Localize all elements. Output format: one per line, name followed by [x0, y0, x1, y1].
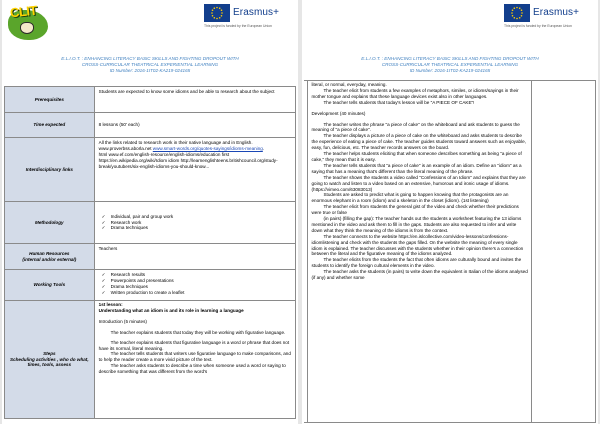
list-item: ✓ Research results	[99, 272, 291, 278]
list-item: ✓ Drama techniques	[99, 225, 291, 231]
human-resources-text: Teachers	[94, 244, 295, 270]
steps-text	[94, 301, 295, 419]
lesson-plan-table	[4, 86, 296, 419]
erasmus-wordmark: Erasmus+	[533, 7, 580, 18]
time-expected-label: Time expected	[5, 113, 95, 138]
list-item: ✓ Individual, pair and group work	[99, 214, 291, 220]
steps-paragraph: The teacher writes the phrase "a piece of cake" on the whiteboard and ask students to guess the meaning of "a piece of cake".	[311, 121, 520, 133]
interdisciplinary-rest: html www.ef.com/english-resource/english-idioms/education first https://en.wikipedia.org/wiki/Idiom idiom http://learnenglishteens.britishcouncil.org/study-break/youtubers/six-english-idioms-you-should-know...	[98, 151, 278, 169]
list-item: ✓ Research work	[99, 220, 291, 226]
row-steps-continued	[304, 81, 596, 423]
erasmus-caption: This project is funded by the European Union	[204, 24, 272, 28]
row-methodology	[5, 202, 296, 244]
working-tools-list	[94, 270, 295, 301]
interdisciplinary-intro: All the links related to research work in their native language and in English.	[98, 140, 253, 145]
interdisciplinary-text	[94, 138, 295, 202]
erasmus-logo	[504, 4, 596, 34]
intro-time: Introduction (5 minutes)	[98, 318, 147, 324]
list-item: ✓ Written production to create a leaflet	[99, 290, 291, 296]
row-working-tools	[5, 270, 296, 301]
clit-logo	[8, 2, 50, 42]
human-resources-label	[5, 244, 95, 270]
project-id-line: ID Number: 2016-1IT02-KA219-024165	[109, 68, 191, 73]
list-item: ✓ Powerpoints and presentations	[99, 278, 291, 284]
eu-flag-icon	[204, 4, 230, 22]
row-steps	[5, 301, 296, 419]
steps-paragraph: The teacher tells students that writers use figurative language to make comparisons, and to help the reader create a more vivid picture of the text.	[98, 351, 291, 363]
steps-paragraph: The teacher shows the students a video called "Confessions of an Idiom" and explains that they are going to watch and listen to a video based on an extensive, humorous and ironic usage of idioms. (https://vimeo.com/63083013)	[311, 174, 526, 192]
list-item: ✓ Drama techniques	[99, 284, 291, 290]
steps-label	[5, 301, 95, 419]
steps-paragraph: The teacher elicits from the students the fact that often idioms are culturally bound and invites the students to identify the foreign cultural elements in the video.	[311, 257, 522, 269]
document-page-left	[2, 0, 298, 424]
project-title-line-2: CROSS-CURRICULAR THEATRICAL EXPERIENTIAL LEARNING	[81, 62, 219, 67]
steps-paragraph: The teacher tells students that today's lesson will be "A PIECE OF CAKE"!	[323, 99, 475, 105]
steps-paragraph: The teacher helps students eliciting that when someone describes something as being "a piece of cake," they mean that it is easy.	[311, 151, 522, 162]
steps-paragraph: The teacher asks students to describe a time when someone used a word or saying to describe something that was different from the word's	[98, 363, 286, 375]
link-prefix: www.proverbss.aborla.net	[98, 145, 153, 151]
steps-paragraph: The teacher explains students that today they will be working with figurative language.	[110, 329, 286, 335]
steps-paragraph: The teacher asks the students (in pairs) to write down the equivalent in Italian of the idioms analysed (if any) and whether some	[311, 269, 528, 281]
erasmus-caption: This project is funded by the European Union	[504, 24, 572, 28]
steps-paragraph: The teacher displays a picture of a piece of cake on the whiteboard and asks students to describe the experience of eating a piece of cake. The teacher guides students toward answers such as enjoyable, easy, fun, delicious, etc. The teacher records answers on the board.	[311, 133, 526, 151]
time-expected-text: 8 lessons (50' each)	[94, 113, 295, 138]
working-tools-label: Working Tools	[5, 270, 95, 301]
right-empty-cell	[532, 81, 596, 423]
steps-label-line-2: Scheduling activities , who do what, times, tools, assess	[10, 356, 89, 368]
methodology-list	[94, 202, 295, 244]
steps-continued-text	[308, 81, 532, 423]
row-prerequisites	[5, 87, 296, 113]
row-human-resources	[5, 244, 296, 270]
smart-words-link[interactable]: www.smart-words.org/quotes-sayings/idioms-meaning	[152, 145, 263, 151]
lesson-title: 1st lesson:	[98, 302, 123, 307]
interdisciplinary-label: Interdisciplinary links	[5, 138, 95, 202]
steps-paragraph: The teacher explains students that figurative language is a word or phrase that does not have its normal, literal meaning.	[98, 339, 290, 351]
theatre-mask-icon	[20, 22, 34, 34]
document-page-right	[302, 0, 598, 424]
lesson-subtitle: Understanding what an idiom is and its role in learning a language	[98, 307, 244, 313]
row-interdisciplinary	[5, 138, 296, 202]
erasmus-wordmark: Erasmus+	[233, 7, 280, 18]
human-resources-label-line-2: (internal and/or external)	[22, 256, 77, 262]
methodology-label: Methodology	[5, 202, 95, 244]
human-resources-label-line-1: Human Resources	[29, 250, 70, 256]
steps-paragraph: The teacher elicit from students a few examples of metaphors, similes, or idioms/sayings in their mother tongue and explains that these language devices exist also in other languages.	[311, 87, 519, 99]
steps-paragraph: Students are asked to predict what is going to happen knowing that the protagonists are an enormous elephant in a room (idiom) and a skeleton in the closet (idiom). (1st listening)	[311, 192, 509, 204]
project-id-line: ID Number: 2016-1IT02-KA219-024165	[409, 68, 491, 73]
prerequisites-label: Prerequisites	[5, 87, 95, 113]
steps-paragraph: The teacher tells students that "a piece of cake" is an example of an idiom. Define an "idiom" as a saying that has a meaning that's different than the literal meaning of the phrase.	[311, 162, 522, 174]
erasmus-logo	[204, 4, 296, 34]
project-title-line-1: E.L.I.O.T. : ENHANCING LITERACY BASIC SKILLS AND FIGHTING DROPOUT WITH	[61, 56, 239, 61]
interdisciplinary-links	[99, 146, 291, 152]
logo-word: CLIT	[9, 2, 38, 21]
prerequisites-text: Students are expected to know some idioms and be able to research about the subject	[94, 87, 295, 113]
link-suffix: .	[262, 145, 265, 151]
steps-label-line-1: Steps	[43, 350, 56, 356]
steps-paragraph: The teacher connects to the website https://en.islcollective.com/video-lessons/confessions-idiomlistening and check with the students the gaps filled. On the website the meaning of every single idiom is explained. The teacher discusses with the students whether in their opinion there's a connection between the literal and the figurative meaning of the idioms analyzed.	[311, 233, 524, 257]
eu-flag-icon	[504, 4, 530, 22]
project-title-line-2: CROSS-CURRICULAR THEATRICAL EXPERIENTIAL LEARNING	[381, 62, 519, 67]
row-time-expected	[5, 113, 296, 138]
steps-paragraph: literal, or normal, everyday, meaning.	[311, 82, 387, 87]
development-time: Development (40 minutes)	[311, 110, 366, 116]
lesson-steps-continued-table	[304, 80, 596, 423]
steps-paragraph: The teacher elicit from students the general gist of the video and check whether their predictions were true or false	[311, 204, 519, 216]
project-title-line-1: E.L.I.O.T. : ENHANCING LITERACY BASIC SKILLS AND FIGHTING DROPOUT WITH	[361, 56, 539, 61]
steps-paragraph: (in pairs) (filling the gap): The teacher hands out the students a worksheet featuring the 13 idioms mentioned in the video and ask them to fill in the gaps. Students are also requested to infer and write down what they think the meaning of the idioms is from the context.	[311, 216, 522, 233]
